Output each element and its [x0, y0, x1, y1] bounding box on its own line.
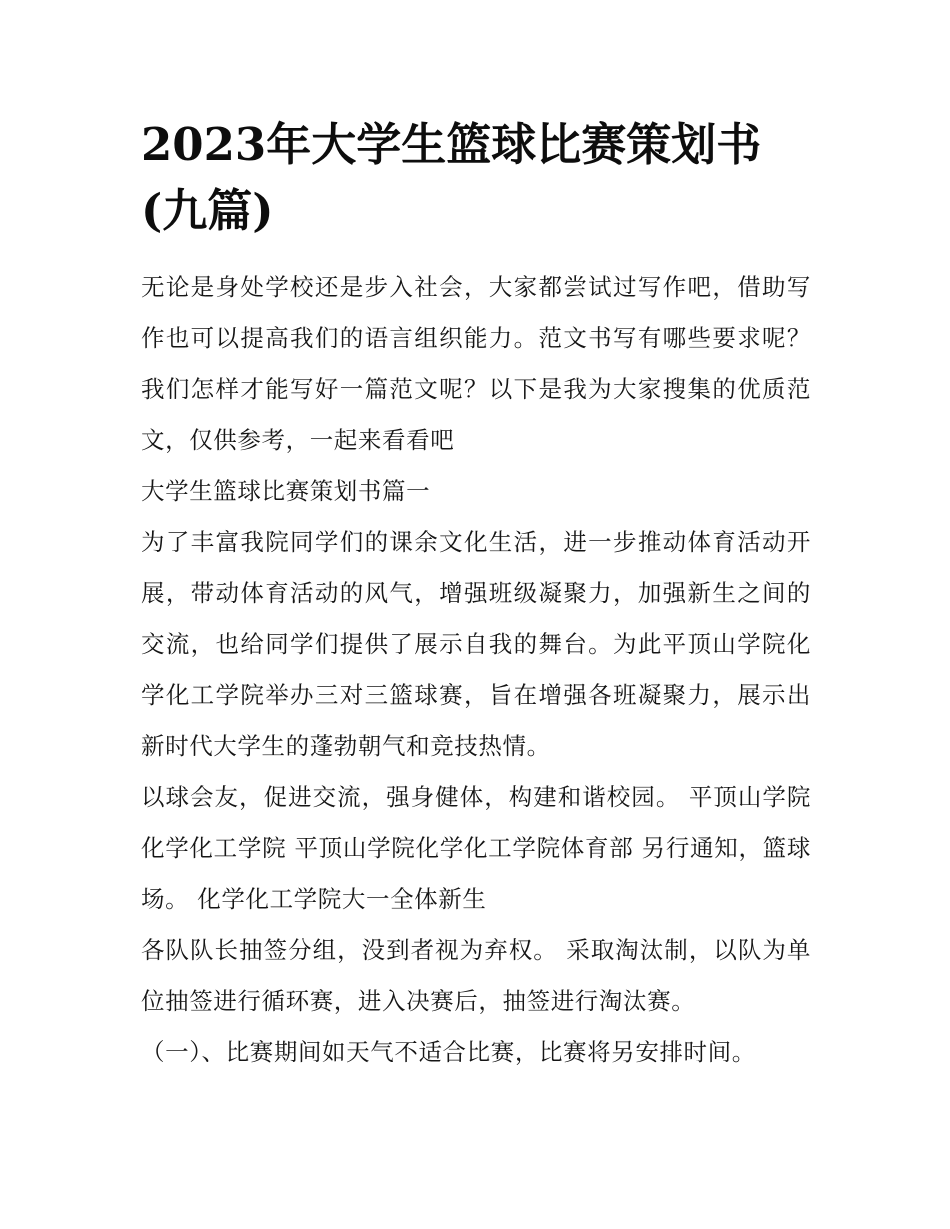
body-paragraph: 为了丰富我院同学们的课余文化生活，进一步推动体育活动开展，带动体育活动的风气，增强班级凝聚力，加强新生之间的交流，也给同学们提供了展示自我的舞台。为此平顶山学院化学化工学院举办三对三篮球赛，旨在增强各班凝聚力，展示出新时代大学生的蓬勃朝气和竞技热情。 — [141, 528, 811, 760]
section-heading: 大学生篮球比赛策划书篇一 — [141, 477, 431, 505]
body-paragraph: 各队队长抽签分组，没到者视为弃权。 采取淘汰制，以队为单位抽签进行循环赛，进入决赛后，抽签进行淘汰赛。 — [141, 936, 811, 1015]
document-body — [141, 112, 811, 1078]
body-paragraph: 以球会友，促进交流，强身健体，构建和谐校园。 平顶山学院化学化工学院 平顶山学院化学化工学院体育部 另行通知，篮球场。 化学化工学院大一全体新生 — [141, 783, 811, 913]
document-title: 2023年大学生篮球比赛策划书(九篇) — [141, 118, 762, 237]
body-paragraph: （一）、比赛期间如天气不适合比赛，比赛将另安排时间。 — [141, 1038, 756, 1066]
intro-paragraph: 无论是身处学校还是步入社会，大家都尝试过写作吧，借助写作也可以提高我们的语言组织能力。范文书写有哪些要求呢？我们怎样才能写好一篇范文呢？以下是我为大家搜集的优质范文，仅供参考，一起来看看吧 — [141, 273, 811, 454]
